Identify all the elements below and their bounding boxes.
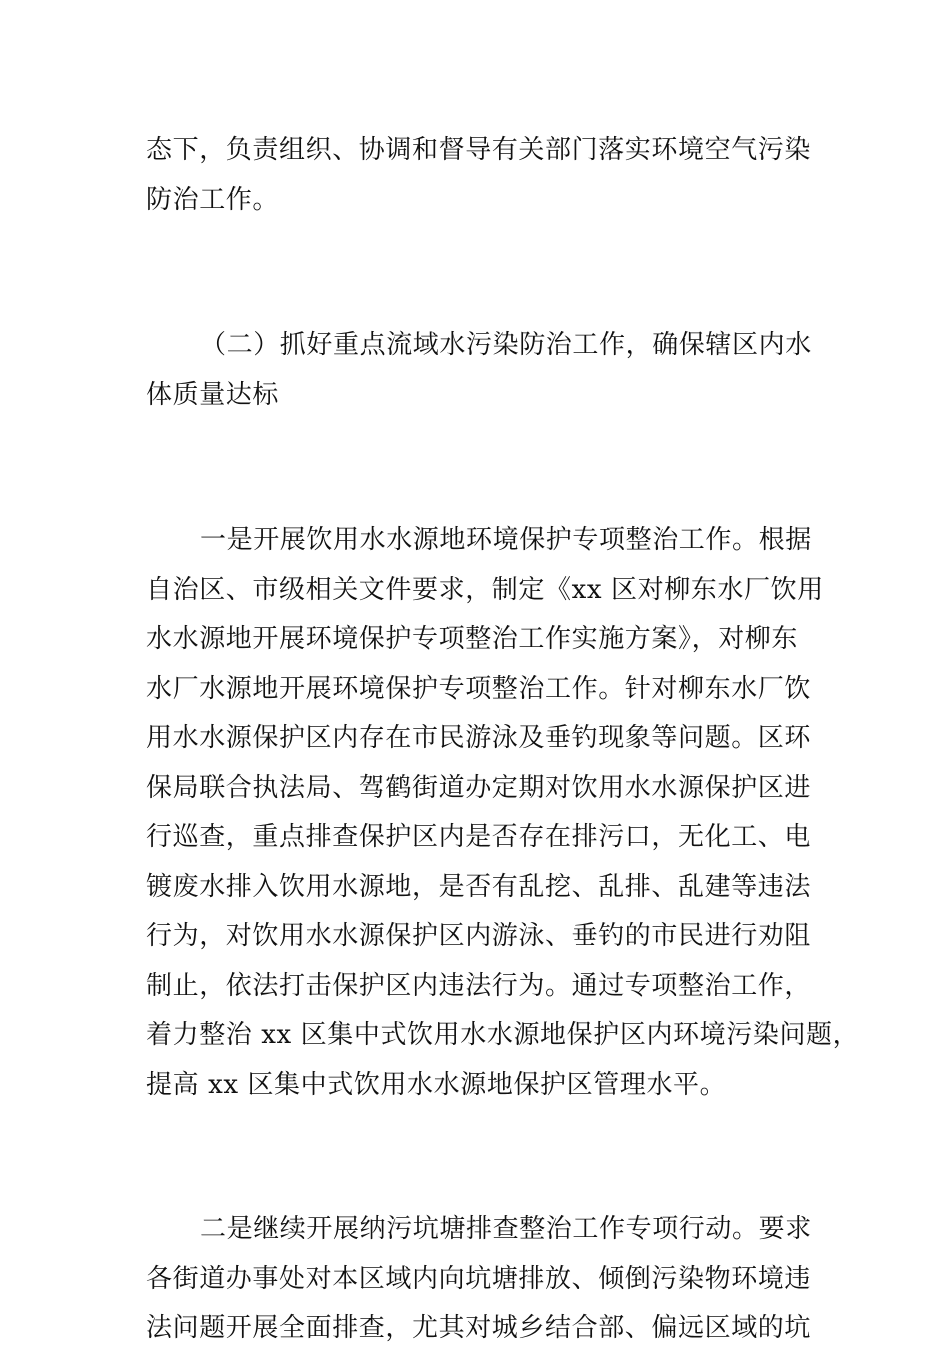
text-line: 体质量达标 [146, 379, 280, 410]
text-line: 水厂水源地开展环境保护专项整治工作。针对柳东水厂饮 [146, 673, 812, 704]
document-page [146, 126, 860, 1354]
paragraph-spacer [146, 420, 836, 516]
paragraph-continuation [146, 126, 836, 225]
text-line: 自治区、市级相关文件要求，制定《xx 区对柳东水厂饮用 [146, 574, 824, 605]
text-line: 用水水源保护区内存在市民游泳及垂钓现象等问题。区环 [146, 723, 812, 753]
section-heading [146, 321, 836, 420]
text-line: 二是继续开展纳污坑塘排查整治工作专项行动。要求 [200, 1214, 812, 1244]
paragraph-spacer [146, 225, 836, 321]
text-line: 法问题开展全面排查，尤其对城乡结合部、偏远区域的坑 [146, 1313, 812, 1343]
text-line: 提高 xx 区集中式饮用水水源地保护区管理水平。 [146, 1069, 727, 1100]
text-line: 保局联合执法局、驾鹤街道办定期对饮用水水源保护区进 [146, 772, 812, 803]
text-line: 防治工作。 [146, 184, 280, 215]
text-line: 各街道办事处对本区域内向坑塘排放、倾倒污染物环境违 [146, 1263, 812, 1294]
text-line: 着力整治 xx 区集中式饮用水水源地保护区内环境污染问题， [146, 1020, 860, 1050]
paragraph-pond-inspection [146, 1205, 836, 1354]
text-line: 行巡查，重点排查保护区内是否存在排污口，无化工、电 [146, 822, 812, 852]
text-line: 一是开展饮用水水源地环境保护专项整治工作。根据 [200, 525, 812, 555]
text-line: 制止，依法打击保护区内违法行为。通过专项整治工作， [146, 970, 812, 1001]
paragraph-drinking-water [146, 516, 860, 1110]
text-line: 镀废水排入饮用水源地，是否有乱挖、乱排、乱建等违法 [146, 871, 812, 902]
text-line: 行为，对饮用水水源保护区内游泳、垂钓的市民进行劝阻 [146, 921, 812, 951]
paragraph-spacer [146, 1110, 836, 1205]
text-line: 水水源地开展环境保护专项整治工作实施方案》，对柳东 [146, 624, 799, 654]
text-line: （二）抓好重点流域水污染防治工作，确保辖区内水 [200, 330, 812, 360]
text-line: 态下，负责组织、协调和督导有关部门落实环境空气污染 [146, 135, 812, 165]
